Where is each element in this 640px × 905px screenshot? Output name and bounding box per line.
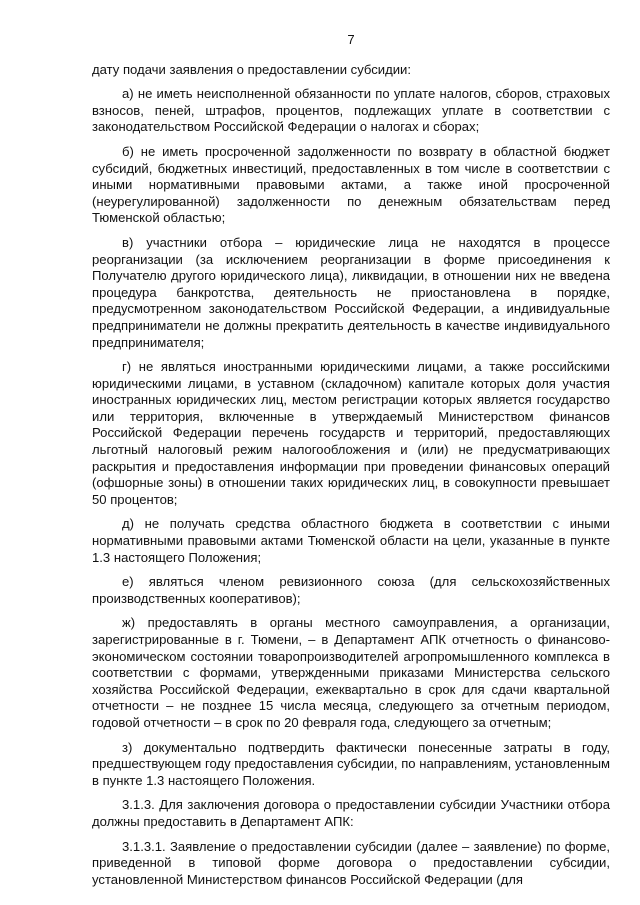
paragraph: 3.1.3. Для заключения договора о предоставлении субсидии Участники отбора должны предоставить в Департамент АПК: — [92, 797, 610, 829]
page-number: 7 — [347, 32, 355, 47]
document-body — [92, 62, 610, 889]
paragraph: з) документально подтвердить фактически понесенные затраты в году, предшествующем году предоставления субсидии, по направлениям, установленным в пункте 1.3 настоящего Положения. — [92, 739, 610, 788]
paragraph: е) являться членом ревизионного союза (для сельскохозяйственных производственных кооперативов); — [92, 574, 610, 606]
paragraph: а) не иметь неисполненной обязанности по уплате налогов, сборов, страховых взносов, пеней, штрафов, процентов, подлежащих уплате в соответствии с законодательством Российской Федерации о налогах и сборах; — [92, 86, 610, 135]
paragraph: в) участники отбора – юридические лица не находятся в процессе реорганизации (за исключением реорганизации в форме присоединения к Получателю другого юридического лица), ликвидации, в отношении них не введена процедура банкротства, деятельность не приостановлена в порядке, предусмотренном законодательством Российской Федерации, а индивидуальные предприниматели не должны прекратить деятельность в качестве индивидуального предпринимателя; — [92, 234, 610, 350]
paragraph: б) не иметь просроченной задолженности по возврату в областной бюджет субсидий, бюджетных инвестиций, предоставленных в том числе в соответствии с иными нормативными правовыми актами, а также иной просроченной (неурегулированной) задолженности по денежным обязательствам перед Тюменской областью; — [92, 143, 610, 226]
paragraph: 3.1.3.1. Заявление о предоставлении субсидии (далее – заявление) по форме, приведенной в типовой форме договора о предоставлении субсидии, установленной Министерством финансов Российской Федерации (для — [92, 838, 610, 887]
paragraph: ж) предоставлять в органы местного самоуправления, а организации, зарегистрированные в г. Тюмени, – в Департамент АПК отчетность о финансово-экономическом состоянии товаропроизводителей агропромышленного комплекса в соответствии с формами, утвержденными приказами Министерства сельского хозяйства Российской Федерации, ежеквартально в срок для сдачи квартальной отчетности – не позднее 15 числа месяца, следующего за отчетным периодом, годовой отчетности – в срок по 20 февраля года, следующего за отчетным; — [92, 615, 610, 730]
paragraph: г) не являться иностранными юридическими лицами, а также российскими юридическими лицами, в уставном (складочном) капитале которых доля участия иностранных юридических лиц, местом регистрации которых является государство или территория, включенные в утверждаемый Министерством финансов Российской Федерации перечень государств и территорий, предоставляющих льготный налоговый режим налогообложения и (или) не предусматривающих раскрытия и предоставления информации при проведении финансовых операций (офшорные зоны) в отношении таких юридических лиц, в совокупности превышает 50 процентов; — [92, 359, 610, 507]
paragraph: дату подачи заявления о предоставлении субсидии: — [92, 61, 412, 77]
paragraph: д) не получать средства областного бюджета в соответствии с иными нормативными правовыми актами Тюменской области на цели, указанные в пункте 1.3 настоящего Положения; — [92, 516, 610, 565]
